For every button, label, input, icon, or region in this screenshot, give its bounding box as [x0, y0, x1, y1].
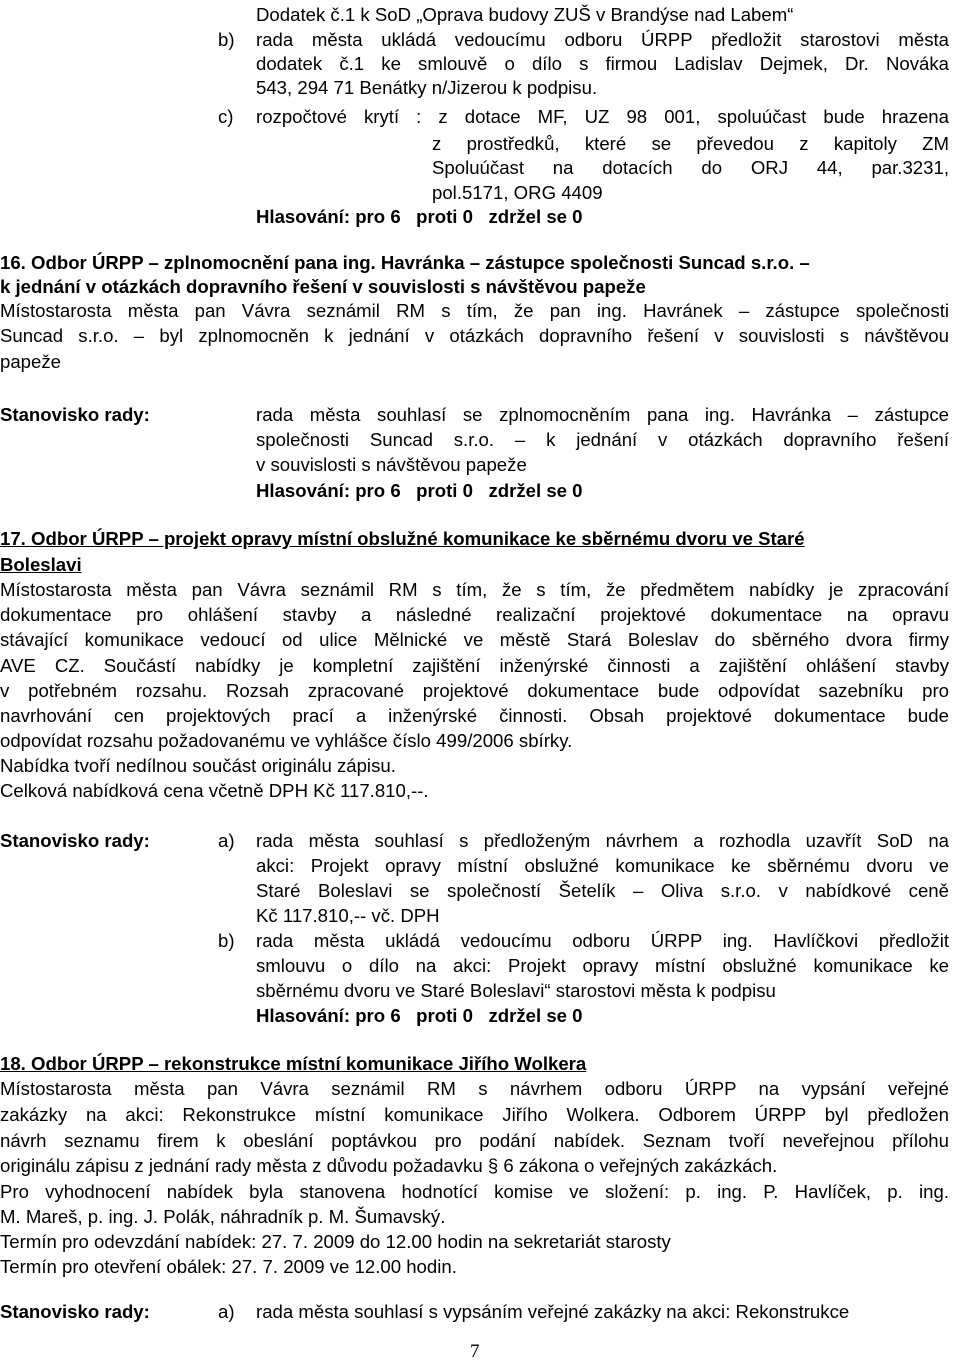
item17-heading: 17. Odbor ÚRPP – projekt opravy místní obslužné komunikace ke sběrnému dvoru ve Staré — [0, 528, 805, 549]
item17-a-line: Kč 117.810,-- vč. DPH — [256, 905, 440, 926]
item18-body: Termín pro odevzdání nabídek: 27. 7. 2009 do 12.00 hodin na sekretariát starosty — [0, 1231, 671, 1252]
item17-body: Celková nabídková cena včetně DPH Kč 117.810,--. — [0, 780, 429, 801]
item-c-line: z prostředků, které se převedou z kapitoly ZM — [432, 133, 949, 154]
item17-body: AVE CZ. Součástí nabídky je kompletní zajištění inženýrské činnosti a zajištění ohlášení stavby — [0, 655, 949, 676]
item17-a-line: akci: Projekt opravy místní obslužné komunikace ke sběrnému dvoru ve — [256, 855, 949, 876]
item17-a-line: Staré Boleslavi se společností Šetelík – Oliva s.r.o. v nabídkové ceně — [256, 880, 949, 901]
item18-body: návrh seznamu firem k obeslání poptávkou pro podání nabídek. Seznam tvoří neveřejnou přílohu — [0, 1130, 949, 1151]
stanovisko-label: Stanovisko rady: — [0, 404, 150, 425]
item17-b-line: sběrnému dvoru ve Staré Boleslavi“ starostovi města k podpisu — [256, 980, 776, 1001]
item-c-marker: c) — [218, 106, 234, 127]
item17-heading: Boleslavi — [0, 554, 82, 575]
vote-result: Hlasování: pro 6 proti 0 zdržel se 0 — [256, 1005, 583, 1026]
item16-stanovisko: společnosti Suncad s.r.o. – k jednání v otázkách dopravního řešení — [256, 429, 949, 450]
item18-body: Místostarosta města pan Vávra seznámil RM s návrhem odboru ÚRPP na vypsání veřejné — [0, 1078, 949, 1099]
item16-stanovisko: v souvislosti s návštěvou papeže — [256, 454, 527, 475]
item16-heading: k jednání v otázkách dopravního řešení v souvislosti s návštěvou papeže — [0, 276, 646, 297]
vote-result: Hlasování: pro 6 proti 0 zdržel se 0 — [256, 206, 583, 227]
item17-body: Místostarosta města pan Vávra seznámil RM s tím, že s tím, že předmětem nabídky je zpracování — [0, 579, 949, 600]
item17-a-marker: a) — [218, 830, 235, 851]
vote-result: Hlasování: pro 6 proti 0 zdržel se 0 — [256, 480, 583, 501]
item-b-line: rada města ukládá vedoucímu odboru ÚRPP předložit starostovi města — [256, 29, 949, 50]
item18-body: zakázky na akci: Rekonstrukce místní komunikace Jiřího Wolkera. Odborem ÚRPP byl předložen — [0, 1104, 949, 1125]
dodatek-line: Dodatek č.1 k SoD „Oprava budovy ZUŠ v Brandýse nad Labem“ — [256, 4, 794, 25]
item16-stanovisko: rada města souhlasí se zplnomocněním pana ing. Havránka – zástupce — [256, 404, 949, 425]
item-b-line: dodatek č.1 ke smlouvě o dílo s firmou Ladislav Dejmek, Dr. Nováka — [256, 53, 949, 74]
item17-body: v potřebném rozsahu. Rozsah zpracované projektové dokumentace bude odpovídat sazebníku pro — [0, 680, 949, 701]
item16-body: papeže — [0, 351, 62, 372]
item18-body: M. Mareš, p. ing. J. Polák, náhradník p. M. Šumavský. — [0, 1206, 446, 1227]
item-c-line: pol.5171, ORG 4409 — [432, 182, 603, 203]
item17-body: navrhování cen projektových prací a inženýrské činnosti. Obsah projektové dokumentace bude — [0, 705, 949, 726]
item-b-marker: b) — [218, 29, 235, 50]
stanovisko-label: Stanovisko rady: — [0, 830, 150, 851]
item17-body: dokumentace pro ohlášení stavby a následné realizační projektové dokumentace na opravu — [0, 604, 949, 625]
item18-body: Pro vyhodnocení nabídek byla stanovena hodnotící komise ve složení: p. ing. P. Havlíček, p. ing. — [0, 1181, 949, 1202]
item18-a-marker: a) — [218, 1301, 235, 1322]
item17-b-line: rada města ukládá vedoucímu odboru ÚRPP ing. Havlíčkovi předložit — [256, 930, 949, 951]
item17-body: odpovídat rozsahu požadovanému ve vyhlášce číslo 499/2006 sbírky. — [0, 730, 573, 751]
page-number: 7 — [470, 1341, 480, 1362]
stanovisko-label: Stanovisko rady: — [0, 1301, 150, 1322]
item17-b-line: smlouvu o dílo na akci: Projekt opravy místní obslužné komunikace ke — [256, 955, 949, 976]
item17-body: stávající komunikace vedoucí od ulice Mělnické ve městě Stará Boleslav do sběrného dvora firmy — [0, 629, 949, 650]
item17-a-line: rada města souhlasí s předloženým návrhem a rozhodla uzavřít SoD na — [256, 830, 949, 851]
item-b-line: 543, 294 71 Benátky n/Jizerou k podpisu. — [256, 77, 598, 98]
item16-body: Suncad s.r.o. – byl zplnomocněn k jednání v otázkách dopravního řešení v souvislosti s návštěvou — [0, 325, 949, 346]
item18-body: Termín pro otevření obálek: 27. 7. 2009 ve 12.00 hodin. — [0, 1256, 457, 1277]
item17-body: Nabídka tvoří nedílnou součást originálu zápisu. — [0, 755, 396, 776]
item16-body: Místostarosta města pan Vávra seznámil RM s tím, že pan ing. Havránek – zástupce společnosti — [0, 300, 949, 321]
item-c-line: Spoluúčast na dotacích do ORJ 44, par.3231, — [432, 157, 949, 178]
item18-heading: 18. Odbor ÚRPP – rekonstrukce místní komunikace Jiřího Wolkera — [0, 1053, 587, 1074]
item16-heading: 16. Odbor ÚRPP – zplnomocnění pana ing. Havránka – zástupce společnosti Suncad s.r.o. – — [0, 252, 810, 273]
item18-a-line: rada města souhlasí s vypsáním veřejné zakázky na akci: Rekonstrukce — [256, 1301, 850, 1322]
item17-b-marker: b) — [218, 930, 235, 951]
item-c-line: rozpočtové krytí : z dotace MF, UZ 98 001, spoluúčast bude hrazena — [256, 106, 949, 127]
item18-body: originálu zápisu z jednání rady města z důvodu požadavku § 6 zákona o veřejných zakázkách. — [0, 1155, 778, 1176]
